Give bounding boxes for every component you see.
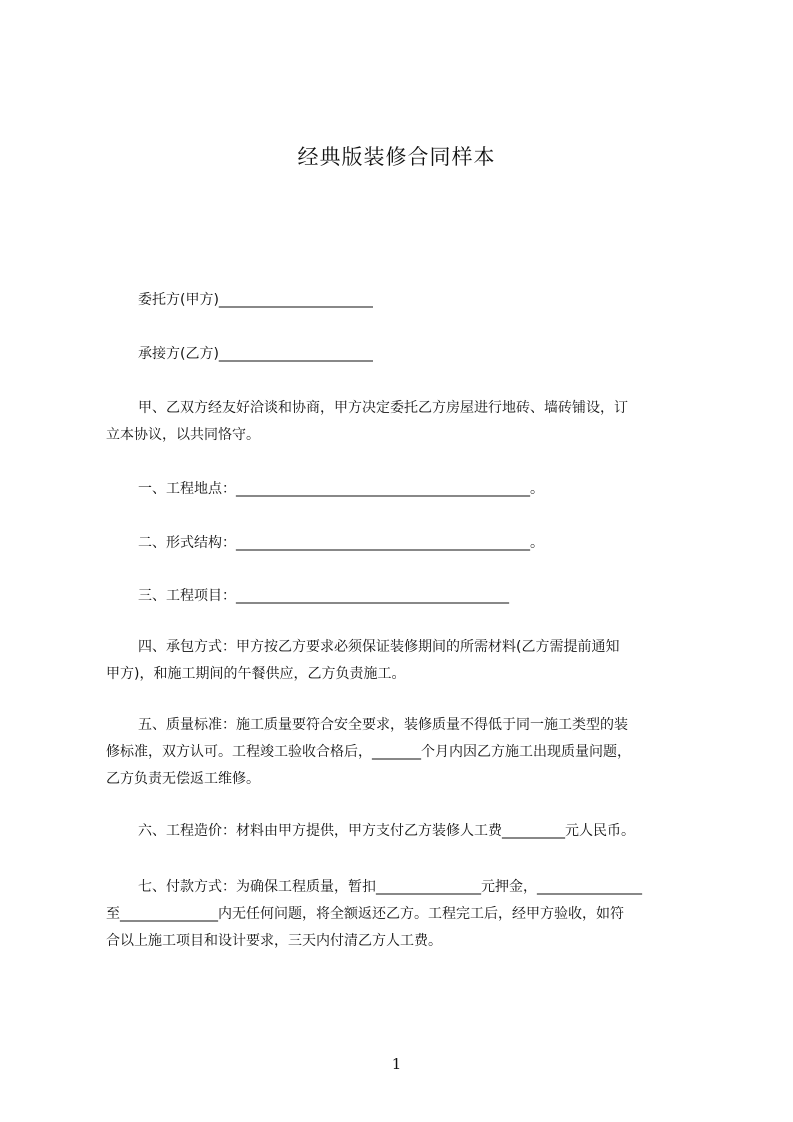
clause-7-line-1: 七、付款方式：为确保工程质量，暂扣_______________元押金，_______________ (138, 879, 642, 895)
clause-5-line-3: 乙方负责无偿返工维修。 (106, 771, 260, 787)
clause-3-project: 三、工程项目：_______________________________________ (138, 588, 509, 604)
clause-7-line-3: 合以上施工项目和设计要求，三天内付清乙方人工费。 (106, 933, 442, 949)
clause-4-line-1: 四、承包方式：甲方按乙方要求必须保证装修期间的所需材料(乙方需提前通知 (138, 639, 620, 655)
intro-line-1: 甲、乙双方经友好洽谈和协商，甲方决定委托乙方房屋进行地砖、墙砖铺设，订 (138, 400, 628, 416)
clause-5-line-1: 五、质量标准：施工质量要符合安全要求，装修质量不得低于同一施工类型的装 (138, 717, 628, 733)
clause-5-line-2: 修标准，双方认可。工程竣工验收合格后，_______个月内因乙方施工出现质量问题， (106, 744, 631, 760)
clause-5-quality (106, 712, 706, 793)
party-b-line: 承接方(乙方)______________________ (138, 346, 373, 362)
clause-4-contract-method (106, 634, 706, 688)
intro-line-2: 立本协议，以共同恪守。 (106, 427, 260, 443)
intro-paragraph (106, 395, 706, 449)
clause-7-payment (106, 874, 706, 955)
clause-7-line-2: 至______________内无任何问题，将全额返还乙方。工程完工后，经甲方验收，如符 (106, 906, 624, 922)
party-a-line: 委托方(甲方)______________________ (138, 292, 373, 308)
document-title: 经典版装修合同样本 (297, 145, 496, 169)
clause-4-line-2: 甲方)，和施工期间的午餐供应，乙方负责施工。 (106, 666, 406, 682)
clause-1-location: 一、工程地点：__________________________________________。 (138, 481, 544, 497)
clause-6-cost: 六、工程造价：材料由甲方提供，甲方支付乙方装修人工费_________元人民币。 (138, 823, 635, 839)
page-number: 1 (391, 1055, 402, 1073)
clause-2-structure: 二、形式结构：__________________________________________。 (138, 535, 544, 551)
